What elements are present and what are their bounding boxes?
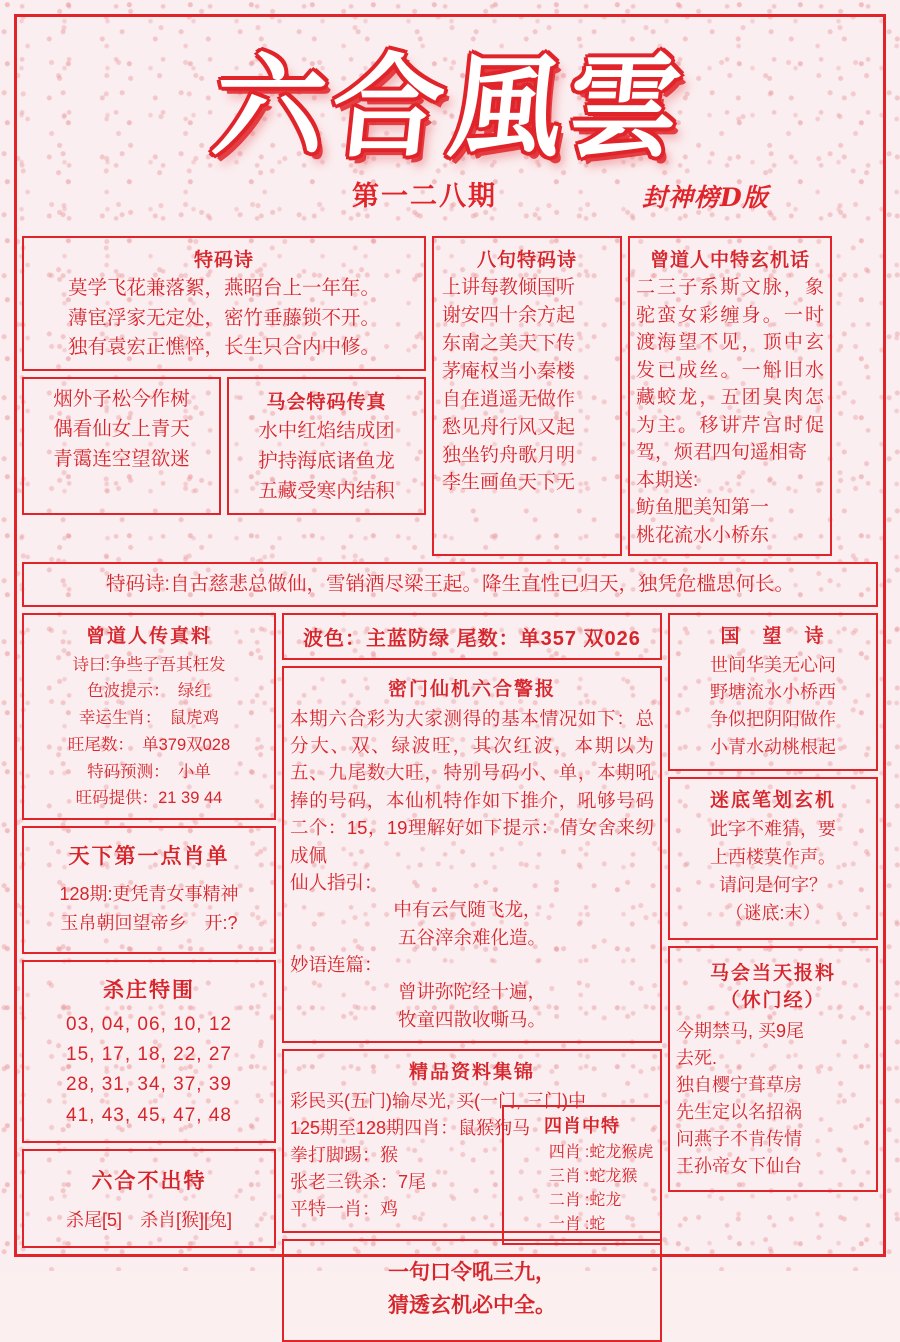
- zeng-fax-row: 色波提示： 绿红: [87, 682, 211, 701]
- mahui-today-line: 王孙帝女下仙台: [676, 1155, 802, 1176]
- eight-poem-line: 愁见舟行风又起: [442, 416, 576, 438]
- mahui-fax-line: 五藏受寒内结积: [258, 480, 395, 503]
- tianxia-title: 天下第一点肖单: [68, 845, 230, 869]
- eight-poem-line: 上讲每教倾国听: [442, 277, 576, 298]
- jingpin-row: 125期至128期四肖：鼠猴狗马: [290, 1118, 531, 1139]
- sixiao-value: :蛇龙猴: [584, 1168, 638, 1185]
- tema-poem-line: 薄宦浮家无定处，密竹垂藤锁不开。: [67, 306, 380, 329]
- shazhuang-row: 28, 31, 34, 37, 39: [66, 1074, 232, 1096]
- zengdao-body: 二三子系斯文脉，象驼蛮女彩缠身。一时渡海望不见，顶中玄发已成丝。一斛旧水藏蛟龙，五团臭肉怎为主。移讲芹宫时促驾，烦君四句遥相寄: [636, 277, 824, 464]
- guowang-line: 小青水动桃根起: [710, 736, 836, 757]
- shazhuang-row: 15, 17, 18, 22, 27: [66, 1044, 232, 1066]
- sixiao-value: :蛇: [584, 1216, 606, 1233]
- tema-poem-title: 特码诗: [193, 250, 254, 271]
- mimen-miaoyu-label: 妙语连篇：: [290, 954, 383, 976]
- eight-poem-line: 自在逍遥无做作: [442, 388, 576, 410]
- masthead: [22, 22, 878, 232]
- sixiao-key: 三肖: [548, 1168, 581, 1185]
- midi-line: 此字不难猜，要: [710, 819, 836, 840]
- table-row: [510, 1189, 654, 1213]
- midi-line: 上西楼莫作声。: [710, 847, 836, 868]
- jingpin-title: 精品资料集锦: [408, 1062, 535, 1084]
- top-section: [22, 236, 878, 556]
- secondary-poems-row: [22, 377, 426, 515]
- zengdao-oracle-box: [628, 236, 832, 556]
- midi-title: 迷底笔划玄机: [709, 790, 836, 812]
- liuhe-line: 杀尾[5] 杀肖[猴][兔]: [65, 1210, 233, 1231]
- left-poem-line: 青霭连空望欲迷: [53, 448, 190, 471]
- mahui-fax-box: [227, 377, 426, 515]
- mahui-today-box: [668, 946, 878, 1192]
- issue-number: 第一二八期: [352, 181, 497, 212]
- zeng-fax-box: [22, 613, 276, 820]
- shazhuang-row: 03, 04, 06, 10, 12: [66, 1013, 232, 1035]
- eight-poem-line: 独坐钓舟歌月明: [442, 444, 576, 466]
- table-row: [510, 1141, 654, 1165]
- page-inner: [22, 22, 878, 1317]
- mahui-today-line: 今期禁马, 买9尾: [676, 1020, 805, 1041]
- column-right: [668, 613, 878, 1342]
- mahui-today-line: 问燕子不肯传情: [676, 1128, 802, 1149]
- mahui-today-subtitle: （休门经）: [720, 989, 826, 1011]
- zengdao-title: 曾道人中特玄机话: [649, 250, 810, 271]
- tianxia-line: 128期:更凭青女事精神: [59, 884, 239, 905]
- tianxia-line: 玉帛朝回望帝乡 开:?: [60, 912, 238, 933]
- zeng-fax-row: 旺尾数： 单379双028: [67, 735, 231, 754]
- zeng-fax-row: 幸运生肖： 鼠虎鸡: [78, 709, 220, 728]
- bose-box: [282, 613, 662, 660]
- column-left: [22, 613, 276, 1342]
- zeng-fax-row: 旺码提供：21 39 44: [75, 789, 223, 808]
- sixiao-key: 二肖: [548, 1192, 581, 1209]
- mahui-fax-line: 水中红焰结成团: [258, 419, 395, 442]
- zengdao-send-line: 桃花流水小桥东: [636, 524, 770, 546]
- left-poem-line: 烟外子松今作树: [53, 387, 190, 410]
- left-poem-line: 偶看仙女上青天: [53, 418, 190, 441]
- mimen-body: 本期六合彩为大家测得的基本情况如下：总分大、双、绿波旺，其次红波，本期以为五、九尾数大旺，特别号码小、单，本期吼捧的号码，本仙机特作如下推介，吼够号码二个：15，19理解好如下提示：倩女舍来纫成佩: [290, 707, 654, 866]
- slogan-line: 一句口令吼三九，: [388, 1261, 556, 1285]
- mahui-fax-title: 马会特码传真: [266, 391, 387, 413]
- liuhe-box: [22, 1149, 276, 1248]
- issue-row: [22, 174, 878, 214]
- zeng-fax-row: 特码预测： 小单: [87, 762, 211, 781]
- eight-poem-line: 谢安四十余方起: [442, 304, 576, 326]
- tema-poem-box: [22, 236, 426, 371]
- sixiao-table: [510, 1141, 654, 1237]
- midi-line: （谜底:末）: [725, 902, 821, 923]
- mahui-today-line: 去死.: [676, 1047, 718, 1068]
- eight-poem-line: 东南之美天下传: [442, 332, 576, 354]
- mimen-title: 密门仙机六合警报: [387, 678, 556, 700]
- guowang-box: [668, 613, 878, 771]
- shazhuang-box: [22, 960, 276, 1144]
- midi-line: 请问是何字？: [719, 874, 827, 895]
- mimen-guide-line: 五谷滓余难化造。: [397, 926, 546, 948]
- shazhuang-row: 41, 43, 45, 47, 48: [66, 1104, 232, 1126]
- sixiao-value: :蛇龙: [584, 1192, 622, 1209]
- tianxia-box: [22, 826, 276, 954]
- sixiao-key: 四肖: [548, 1144, 581, 1161]
- guowang-line: 争似把阴阳做作: [710, 709, 836, 730]
- tema-poem-line: 独有袁宏正憔悴，长生只合内中修。: [67, 336, 380, 359]
- zengdao-send-label: 本期送:: [636, 469, 699, 491]
- jingpin-row: 张老三铁杀：7尾: [290, 1172, 427, 1193]
- eight-poem-line: 李生画鱼天下无: [442, 472, 576, 494]
- left-poem-box: [22, 377, 221, 515]
- mimen-guide-label: 仙人指引：: [290, 871, 383, 893]
- guowang-line: 野塘流水小桥西: [710, 682, 836, 703]
- mahui-today-line: 独自樱宁葺草房: [676, 1074, 802, 1095]
- slogan-box: [282, 1239, 662, 1342]
- guowang-title: 国 望 诗: [720, 625, 826, 647]
- table-row: [510, 1165, 654, 1189]
- jingpin-row: 拳打脚踢：猴: [290, 1145, 398, 1166]
- eight-poem-title: 八句特码诗: [476, 250, 577, 271]
- mahui-today-title: 马会当天报料: [709, 962, 836, 984]
- eight-poem-line: 茅庵权当小秦楼: [442, 360, 576, 382]
- wide-poem-text: 特码诗:自古慈悲总做仙，雪销酒尽梁王起。降生直性已归天，独凭危槛思何长。: [106, 573, 794, 596]
- main-columns: [22, 613, 878, 1342]
- midi-box: [668, 777, 878, 940]
- page-title: 六合風雲: [207, 43, 693, 173]
- mahui-today-line: 先生定以名招祸: [676, 1101, 802, 1122]
- left-top-column: [22, 236, 426, 556]
- edition-label: 封神榜D版: [642, 183, 769, 212]
- sixiao-value: :蛇龙猴虎: [584, 1144, 654, 1161]
- shazhuang-title: 杀庄特围: [103, 978, 195, 1002]
- sixiao-title: 四肖中特: [544, 1116, 620, 1136]
- zengdao-send-line: 鲂鱼肥美知第一: [636, 497, 770, 519]
- jingpin-row: 彩民买(五门)输尽光, 买(一门, 三门)中: [290, 1091, 586, 1112]
- tema-poem-line: 莫学飞花兼落絮，燕昭台上一年年。: [67, 277, 380, 299]
- liuhe-title: 六合不出特: [91, 1170, 207, 1194]
- sixiao-key: 一肖: [548, 1216, 581, 1233]
- zeng-fax-row: 诗曰:争些子吾其枉发: [72, 655, 226, 674]
- mimen-miaoyu-line: 曾讲弥陀经十遍，: [397, 981, 546, 1003]
- mimen-guide-line: 中有云气随飞龙，: [393, 899, 542, 921]
- jingpin-row: 平特一肖：鸡: [290, 1199, 398, 1220]
- wide-poem-box: [22, 562, 878, 606]
- bose-text: 波色：主蓝防绿 尾数：单357 双026: [303, 627, 641, 650]
- mimen-box: [282, 666, 662, 1044]
- eight-line-poem-box: [432, 236, 622, 556]
- zeng-fax-title: 曾道人传真料: [85, 625, 212, 647]
- slogan-line: 猜透玄机必中全。: [388, 1293, 556, 1317]
- mimen-miaoyu-line: 牧童四散收嘶马。: [397, 1008, 546, 1030]
- mahui-fax-line: 护持海底诸鱼龙: [258, 450, 395, 473]
- guowang-line: 世间华美无心问: [710, 654, 836, 675]
- sixiao-box: [502, 1105, 662, 1245]
- table-row: [510, 1213, 654, 1237]
